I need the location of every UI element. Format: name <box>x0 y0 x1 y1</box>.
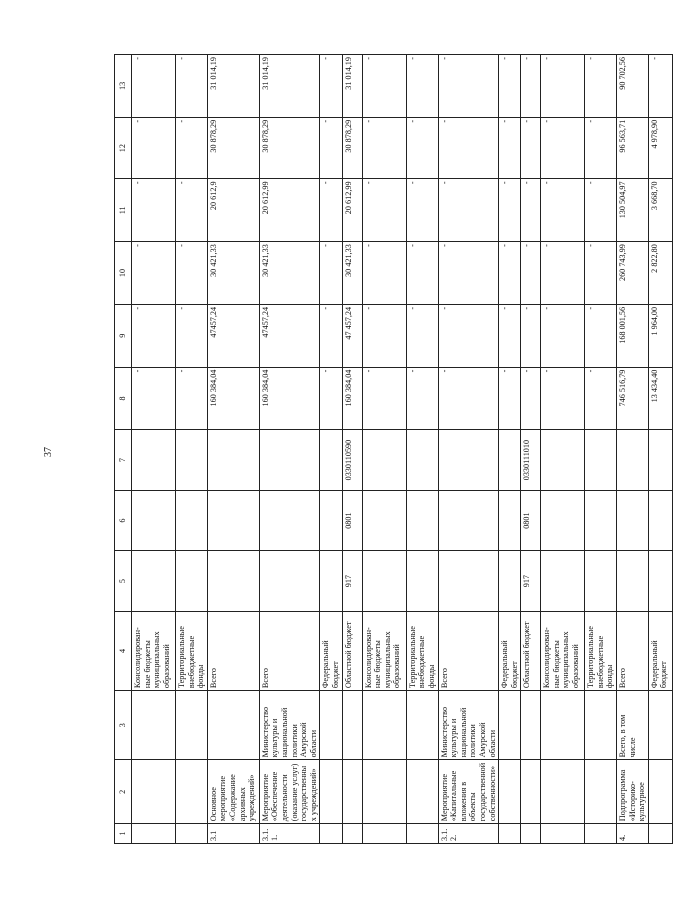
year-2016-cell: - <box>320 179 342 242</box>
grbs-code-cell <box>648 551 672 612</box>
row-number-cell <box>342 824 362 844</box>
total-amount-cell: - <box>438 367 499 430</box>
year-2015-cell: 30 421,33 <box>342 242 362 305</box>
year-2017-cell: - <box>320 117 342 179</box>
page-number: 37 <box>43 447 54 457</box>
csr-code-cell: 0330110590 <box>342 430 362 491</box>
year-2017-cell: 30 878,29 <box>259 117 320 179</box>
year-2014-cell: - <box>362 304 406 367</box>
measure-name-cell <box>362 760 406 824</box>
year-2015-cell: - <box>585 242 617 305</box>
rz-pr-code-cell: 0801 <box>521 490 541 551</box>
total-amount-cell: - <box>585 367 617 430</box>
grbs-code-cell <box>362 551 406 612</box>
table-row <box>320 55 342 844</box>
csr-code-cell <box>176 430 208 491</box>
year-2014-cell: 47457,24 <box>207 304 259 367</box>
funding-source-cell: Всего <box>259 611 320 690</box>
year-2016-cell: - <box>132 179 176 242</box>
csr-code-cell <box>499 430 521 491</box>
funding-source-cell: Территориальные внебюджетные фонды <box>176 611 208 690</box>
total-amount-cell: 746 516,79 <box>617 367 649 430</box>
funding-source-cell: Консолидирован-ные бюджеты муниципальных образований <box>362 611 406 690</box>
year-2017-cell: - <box>499 117 521 179</box>
year-2018-cell: - <box>320 55 342 118</box>
funding-source-cell: Всего <box>617 611 649 690</box>
rz-pr-code-cell: 0801 <box>342 490 362 551</box>
rz-pr-code-cell <box>617 490 649 551</box>
year-2018-cell: - <box>585 55 617 118</box>
funding-source-cell: Областной бюджет <box>521 611 541 690</box>
year-2015-cell: - <box>521 242 541 305</box>
total-amount-cell: - <box>320 367 342 430</box>
header-row <box>115 55 132 844</box>
year-2015-cell: - <box>541 242 585 305</box>
row-number-cell: 4. <box>617 824 649 844</box>
total-amount-cell: 160 384,04 <box>259 367 320 430</box>
executor-cell <box>541 691 585 760</box>
row-number-cell <box>132 824 176 844</box>
year-2018-cell: - <box>362 55 406 118</box>
rz-pr-code-cell <box>585 490 617 551</box>
year-2017-cell: - <box>406 117 438 179</box>
total-amount-cell: - <box>176 367 208 430</box>
csr-code-cell <box>406 430 438 491</box>
year-2018-cell: 31 014,19 <box>207 55 259 118</box>
year-2014-cell: - <box>499 304 521 367</box>
table-row <box>362 55 406 844</box>
year-2017-cell: 4 978,90 <box>648 117 672 179</box>
grbs-code-cell <box>320 551 342 612</box>
grbs-code-cell <box>617 551 649 612</box>
year-2016-cell: - <box>499 179 521 242</box>
rz-pr-code-cell <box>320 490 342 551</box>
year-2014-cell: - <box>438 304 499 367</box>
year-2018-cell: - <box>132 55 176 118</box>
total-amount-cell: - <box>521 367 541 430</box>
year-2018-cell: - <box>499 55 521 118</box>
measure-name-cell: Мероприятие «Капитальные вложения в объекты государственной собственности» <box>438 760 499 824</box>
total-amount-cell: - <box>406 367 438 430</box>
grbs-code-cell <box>406 551 438 612</box>
table-row <box>438 55 499 844</box>
col-header: 6 <box>115 490 132 551</box>
col-header: 4 <box>115 611 132 690</box>
table-row <box>585 55 617 844</box>
table-row <box>132 55 176 844</box>
year-2016-cell: - <box>541 179 585 242</box>
csr-code-cell <box>362 430 406 491</box>
row-number-cell: 3.1 <box>207 824 259 844</box>
year-2014-cell: - <box>541 304 585 367</box>
measure-name-cell: Мероприятие «Обеспечение деятельности (оказание услуг) государственных учреждений» <box>259 760 320 824</box>
grbs-code-cell <box>438 551 499 612</box>
funding-source-cell: Консолидирован-ные бюджеты муниципальных образований <box>541 611 585 690</box>
table-row <box>406 55 438 844</box>
rz-pr-code-cell <box>406 490 438 551</box>
executor-cell <box>342 691 362 760</box>
executor-cell <box>406 691 438 760</box>
total-amount-cell: 160 384,04 <box>207 367 259 430</box>
col-header: 2 <box>115 760 132 824</box>
rz-pr-code-cell <box>132 490 176 551</box>
csr-code-cell <box>259 430 320 491</box>
executor-cell: Министерство культуры и национальной политики Амурской области <box>438 691 499 760</box>
year-2016-cell: 3 668,70 <box>648 179 672 242</box>
rz-pr-code-cell <box>499 490 521 551</box>
year-2015-cell: 30 421,33 <box>259 242 320 305</box>
row-number-cell <box>541 824 585 844</box>
grbs-code-cell: 917 <box>342 551 362 612</box>
grbs-code-cell <box>259 551 320 612</box>
measure-name-cell <box>499 760 521 824</box>
col-header: 10 <box>115 242 132 305</box>
year-2015-cell: 260 743,99 <box>617 242 649 305</box>
year-2015-cell: 2 822,80 <box>648 242 672 305</box>
total-amount-cell: - <box>499 367 521 430</box>
rz-pr-code-cell <box>259 490 320 551</box>
measure-name-cell: Основное мероприятие «Содержание архивных учреждений» <box>207 760 259 824</box>
executor-cell: Министерство культуры и национальной политики Амурской области <box>259 691 320 760</box>
table-row <box>207 55 259 844</box>
year-2014-cell: - <box>176 304 208 367</box>
year-2014-cell: 47457,24 <box>259 304 320 367</box>
grbs-code-cell <box>541 551 585 612</box>
year-2018-cell: 90 702,56 <box>617 55 649 118</box>
grbs-code-cell <box>585 551 617 612</box>
year-2014-cell: 1 964,00 <box>648 304 672 367</box>
col-header: 5 <box>115 551 132 612</box>
executor-cell <box>207 691 259 760</box>
year-2015-cell: - <box>406 242 438 305</box>
grbs-code-cell: 917 <box>521 551 541 612</box>
col-header: 1 <box>115 824 132 844</box>
year-2014-cell: - <box>521 304 541 367</box>
total-amount-cell: 13 434,40 <box>648 367 672 430</box>
year-2018-cell: - <box>648 55 672 118</box>
rz-pr-code-cell <box>207 490 259 551</box>
executor-cell <box>499 691 521 760</box>
year-2018-cell: 31 014,19 <box>342 55 362 118</box>
col-header: 7 <box>115 430 132 491</box>
year-2017-cell: - <box>176 117 208 179</box>
funding-source-cell: Областной бюджет <box>342 611 362 690</box>
grbs-code-cell <box>132 551 176 612</box>
table-body <box>132 55 673 844</box>
year-2017-cell: 96 563,71 <box>617 117 649 179</box>
funding-source-cell: Территориальные внебюджетные фонды <box>406 611 438 690</box>
executor-cell <box>320 691 342 760</box>
year-2016-cell: 20 612,9 <box>207 179 259 242</box>
col-header: 8 <box>115 367 132 430</box>
year-2017-cell: 30 878,29 <box>207 117 259 179</box>
executor-cell <box>585 691 617 760</box>
table-row <box>176 55 208 844</box>
measure-name-cell <box>585 760 617 824</box>
csr-code-cell <box>541 430 585 491</box>
csr-code-cell <box>648 430 672 491</box>
year-2016-cell: 20 612,99 <box>259 179 320 242</box>
csr-code-cell: 0330111010 <box>521 430 541 491</box>
rz-pr-code-cell <box>541 490 585 551</box>
csr-code-cell <box>585 430 617 491</box>
executor-cell <box>176 691 208 760</box>
year-2015-cell: - <box>132 242 176 305</box>
csr-code-cell <box>320 430 342 491</box>
year-2014-cell: - <box>585 304 617 367</box>
year-2014-cell: 47 457,24 <box>342 304 362 367</box>
year-2015-cell: - <box>320 242 342 305</box>
funding-source-cell: Федеральный бюджет <box>499 611 521 690</box>
table-row <box>342 55 362 844</box>
row-number-cell <box>648 824 672 844</box>
funding-source-cell: Территориальные внебюджетные фонды <box>585 611 617 690</box>
year-2014-cell: 168 001,56 <box>617 304 649 367</box>
funding-source-cell: Консолидирован-ные бюджеты муниципальных образований <box>132 611 176 690</box>
table-row <box>648 55 672 844</box>
row-number-cell <box>585 824 617 844</box>
total-amount-cell: 160 384,04 <box>342 367 362 430</box>
year-2015-cell: 30 421,33 <box>207 242 259 305</box>
year-2016-cell: - <box>521 179 541 242</box>
funding-source-cell: Федеральный бюджет <box>648 611 672 690</box>
year-2017-cell: 30 878,29 <box>342 117 362 179</box>
table-row <box>521 55 541 844</box>
grbs-code-cell <box>207 551 259 612</box>
executor-cell <box>362 691 406 760</box>
year-2014-cell: - <box>406 304 438 367</box>
rz-pr-code-cell <box>648 490 672 551</box>
year-2017-cell: - <box>521 117 541 179</box>
row-number-cell <box>362 824 406 844</box>
year-2017-cell: - <box>362 117 406 179</box>
rz-pr-code-cell <box>176 490 208 551</box>
row-number-cell: 3.1.2. <box>438 824 499 844</box>
csr-code-cell <box>132 430 176 491</box>
year-2017-cell: - <box>438 117 499 179</box>
year-2016-cell: - <box>362 179 406 242</box>
year-2014-cell: - <box>320 304 342 367</box>
row-number-cell <box>176 824 208 844</box>
executor-cell: Всего, в том числе <box>617 691 649 760</box>
measure-name-cell <box>541 760 585 824</box>
year-2016-cell: - <box>585 179 617 242</box>
row-number-cell <box>499 824 521 844</box>
year-2016-cell: 130 504,97 <box>617 179 649 242</box>
measure-name-cell <box>521 760 541 824</box>
total-amount-cell: - <box>362 367 406 430</box>
year-2015-cell: - <box>176 242 208 305</box>
funding-source-cell: Федеральный бюджет <box>320 611 342 690</box>
col-header: 13 <box>115 55 132 118</box>
row-number-cell <box>521 824 541 844</box>
funding-source-cell: Всего <box>438 611 499 690</box>
col-header: 3 <box>115 691 132 760</box>
measure-name-cell <box>132 760 176 824</box>
total-amount-cell: - <box>132 367 176 430</box>
funding-source-cell: Всего <box>207 611 259 690</box>
row-number-cell: 3.1.1. <box>259 824 320 844</box>
year-2018-cell: - <box>176 55 208 118</box>
rz-pr-code-cell <box>438 490 499 551</box>
rz-pr-code-cell <box>362 490 406 551</box>
year-2016-cell: - <box>176 179 208 242</box>
col-header: 12 <box>115 117 132 179</box>
budget-table <box>114 54 673 844</box>
table-row <box>499 55 521 844</box>
year-2018-cell: 31 014,19 <box>259 55 320 118</box>
grbs-code-cell <box>499 551 521 612</box>
measure-name-cell: Подпрограмма «Историко-культурное <box>617 760 649 824</box>
measure-name-cell <box>320 760 342 824</box>
measure-name-cell <box>176 760 208 824</box>
col-header: 11 <box>115 179 132 242</box>
executor-cell <box>132 691 176 760</box>
csr-code-cell <box>438 430 499 491</box>
year-2018-cell: - <box>406 55 438 118</box>
measure-name-cell <box>406 760 438 824</box>
rotated-table-page <box>114 54 669 844</box>
row-number-cell <box>406 824 438 844</box>
measure-name-cell <box>648 760 672 824</box>
year-2017-cell: - <box>132 117 176 179</box>
grbs-code-cell <box>176 551 208 612</box>
csr-code-cell <box>617 430 649 491</box>
col-header: 9 <box>115 304 132 367</box>
year-2017-cell: - <box>585 117 617 179</box>
row-number-cell <box>320 824 342 844</box>
table-row <box>617 55 649 844</box>
table-row <box>541 55 585 844</box>
year-2018-cell: - <box>541 55 585 118</box>
year-2015-cell: - <box>438 242 499 305</box>
total-amount-cell: - <box>541 367 585 430</box>
measure-name-cell <box>342 760 362 824</box>
table-row <box>259 55 320 844</box>
year-2014-cell: - <box>132 304 176 367</box>
year-2016-cell: 20 612,99 <box>342 179 362 242</box>
year-2017-cell: - <box>541 117 585 179</box>
year-2015-cell: - <box>499 242 521 305</box>
year-2016-cell: - <box>406 179 438 242</box>
executor-cell <box>648 691 672 760</box>
year-2018-cell: - <box>438 55 499 118</box>
year-2018-cell: - <box>521 55 541 118</box>
csr-code-cell <box>207 430 259 491</box>
year-2015-cell: - <box>362 242 406 305</box>
year-2016-cell: - <box>438 179 499 242</box>
executor-cell <box>521 691 541 760</box>
